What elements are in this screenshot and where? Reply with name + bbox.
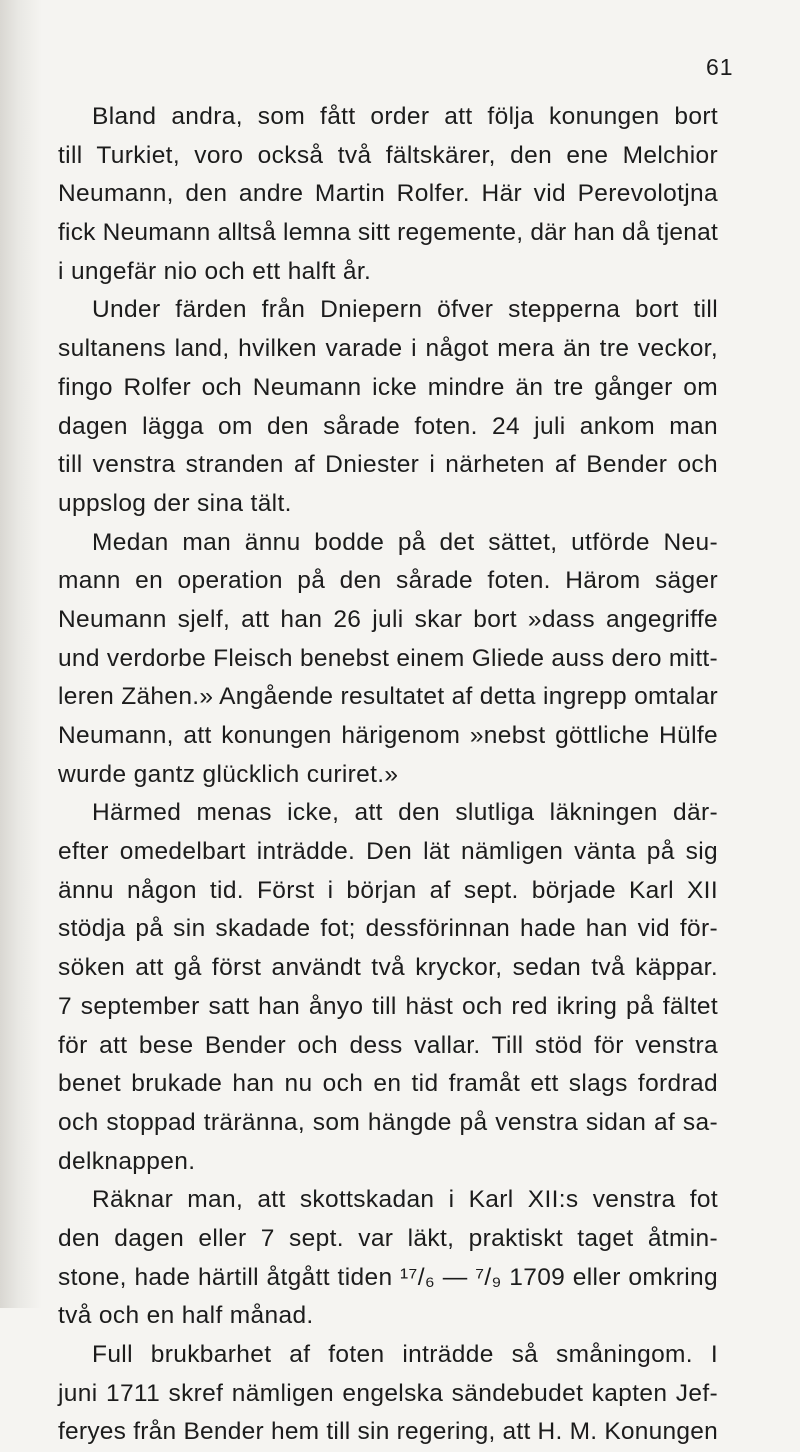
text-line: efter omedelbart inträdde. Den lät nämligen vänta på sig xyxy=(58,838,718,866)
paragraph-first-line: Räknar man, att skottskadan i Karl XII:s venstra fot xyxy=(92,1186,718,1214)
text-line: för att bese Bender och dess vallar. Till stöd för venstra xyxy=(58,1031,718,1059)
text-line: två och en half månad. xyxy=(58,1302,314,1330)
text-line: den dagen eller 7 sept. var läkt, praktiskt taget åtmin- xyxy=(58,1224,718,1252)
text-line: stone, hade härtill åtgått tiden ¹⁷/₆ — ⁷/₉ 1709 eller omkring xyxy=(58,1263,718,1291)
text-line: wurde gantz glücklich curiret.» xyxy=(58,760,399,788)
paragraph-first-line: Full brukbarhet af foten inträdde så småningom. I xyxy=(92,1341,718,1368)
text-line: Neumann sjelf, att han 26 juli skar bort »dass angegriffe xyxy=(58,605,718,633)
page-number: 61 xyxy=(706,54,734,80)
page-edge-shadow xyxy=(0,0,42,1308)
text-line: och stoppad träränna, som hängde på venstra sidan af sa- xyxy=(58,1108,718,1136)
text-line: söken att gå först användt två kryckor, sedan två käppar. xyxy=(58,954,718,982)
text-line: Neumann, att konungen härigenom »nebst göttliche Hülfe xyxy=(58,722,718,749)
text-line: sultanens land, hvilken varade i något mera än tre veckor, xyxy=(58,335,718,363)
text-line: juni 1711 skref nämligen engelska sändebudet kapten Jef- xyxy=(58,1379,718,1407)
text-line: feryes från Bender hem till sin regering, att H. M. Konungen xyxy=(58,1418,718,1446)
text-line: till venstra stranden af Dniester i närheten af Bender och xyxy=(58,451,718,479)
text-line: i ungefär nio och ett halft år. xyxy=(58,257,372,285)
text-line: Neumann, den andre Martin Rolfer. Här vid Perevolotjna xyxy=(58,180,718,208)
text-line: fingo Rolfer och Neumann icke mindre än tre gånger om xyxy=(58,373,718,401)
text-line: benet brukade han nu och en tid framåt ett slags fordrad xyxy=(58,1070,718,1098)
text-line: und verdorbe Fleisch benebst einem Gliede auss dero mitt- xyxy=(58,644,718,672)
text-line: till Turkiet, voro också två fältskärer, den ene Melchior xyxy=(58,141,718,169)
paragraph-first-line: Härmed menas icke, att den slutliga läkningen där- xyxy=(92,799,718,827)
paragraph-first-line: Medan man ännu bodde på det sättet, utförde Neu- xyxy=(92,528,718,556)
paragraph-first-line: Bland andra, som fått order att följa konungen bort xyxy=(92,103,718,130)
text-line: mann en operation på den sårade foten. Härom säger xyxy=(58,567,718,595)
text-line: uppslog der sina tält. xyxy=(58,489,292,517)
body-text xyxy=(58,98,718,1452)
text-line: ännu någon tid. Först i början af sept. började Karl XII xyxy=(58,876,718,904)
paragraph-first-line: Under färden från Dniepern öfver stepperna bort till xyxy=(92,296,718,324)
text-line: delknappen. xyxy=(58,1147,196,1175)
text-line: fick Neumann alltså lemna sitt regemente, där han då tjenat xyxy=(58,219,719,247)
text-line: leren Zähen.» Angående resultatet af detta ingrepp omtalar xyxy=(58,683,718,711)
text-line: stödja på sin skadade fot; dessförinnan hade han vid för- xyxy=(58,915,718,943)
text-line: dagen lägga om den sårade foten. 24 juli ankom man xyxy=(58,412,718,440)
text-line: 7 september satt han ånyo till häst och red ikring på fältet xyxy=(58,992,718,1020)
